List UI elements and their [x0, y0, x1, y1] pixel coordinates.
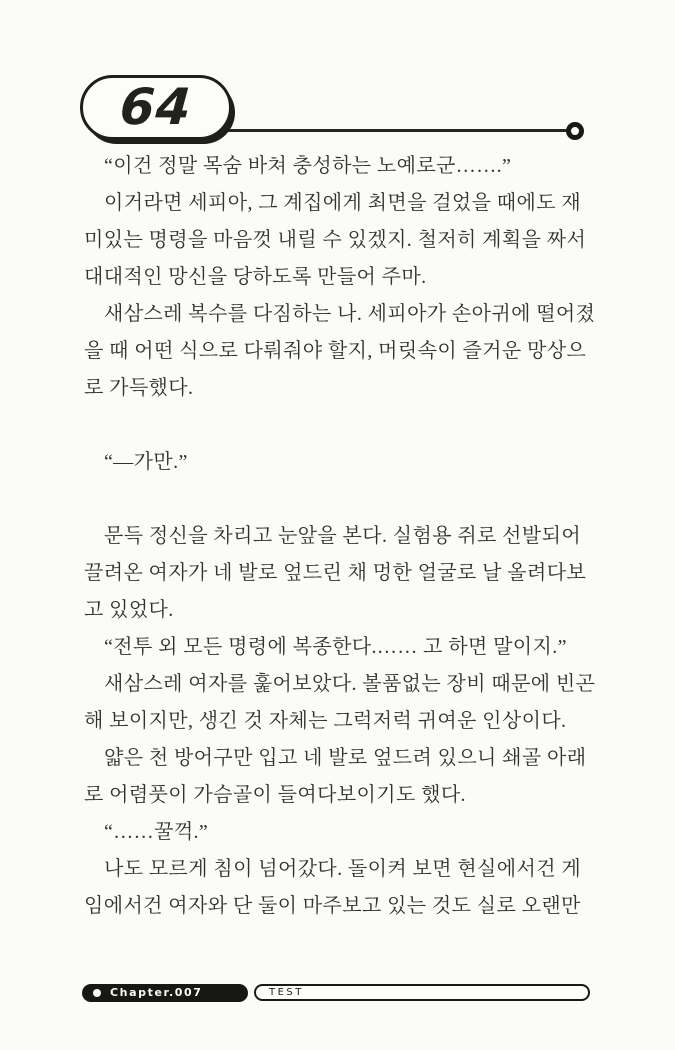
text-line: 새삼스레 여자를 훑어보았다. 볼품없는 장비 때문에 빈곤	[104, 673, 596, 695]
text-line	[84, 407, 596, 444]
text-line: 임에서건 여자와 단 둘이 마주보고 있는 것도 실로 오랜만	[84, 895, 581, 917]
text-line: 새삼스레 복수를 다짐하는 나. 세피아가 손아귀에 떨어졌	[104, 303, 596, 325]
text-line	[84, 481, 596, 518]
body-text-block	[84, 148, 596, 925]
page-number-badge	[80, 75, 232, 140]
text-line: “이건 정말 목숨 바쳐 충성하는 노예로군…….”	[104, 155, 512, 177]
text-line: 미있는 명령을 마음껏 내릴 수 있겠지. 철저히 계획을 짜서	[84, 229, 587, 251]
chapter-label: Chapter.007	[110, 986, 203, 999]
page-number: 64	[118, 77, 194, 136]
text-line: 고 있었다.	[84, 599, 174, 621]
text-line: 얇은 천 방어구만 입고 네 발로 엎드려 있으니 쇄골 아래	[104, 747, 587, 769]
chapter-title-box	[254, 984, 590, 1001]
text-line: 문득 정신을 차리고 눈앞을 본다. 실험용 쥐로 선발되어	[104, 525, 582, 547]
ring-icon	[566, 122, 584, 140]
text-line: 해 보이지만, 생긴 것 자체는 그럭저럭 귀여운 인상이다.	[84, 710, 567, 732]
text-line: 로 가득했다.	[84, 377, 194, 399]
text-line: 을 때 어떤 식으로 다뤄줘야 할지, 머릿속이 즐거운 망상으	[84, 340, 587, 362]
text-line: “—가만.”	[104, 451, 188, 473]
header-rule-line	[216, 129, 572, 132]
text-line: 로 어렴풋이 가슴골이 들여다보이기도 했다.	[84, 784, 466, 806]
text-line: 대대적인 망신을 당하도록 만들어 주마.	[84, 266, 427, 288]
bullet-dot-icon	[93, 989, 101, 997]
text-line: 나도 모르게 침이 넘어갔다. 돌이켜 보면 현실에서건 게	[104, 858, 582, 880]
text-line: “전투 외 모든 명령에 복종한다.…… 고 하면 말이지.”	[104, 636, 567, 658]
chapter-badge	[82, 984, 248, 1002]
chapter-title-label: TEST	[269, 987, 304, 998]
text-line: 이거라면 세피아, 그 계집에게 최면을 걸었을 때에도 재	[104, 192, 582, 214]
text-line: 끌려온 여자가 네 발로 엎드린 채 멍한 얼굴로 날 올려다보	[84, 562, 587, 584]
text-line: “……꿀꺽.”	[104, 821, 209, 843]
